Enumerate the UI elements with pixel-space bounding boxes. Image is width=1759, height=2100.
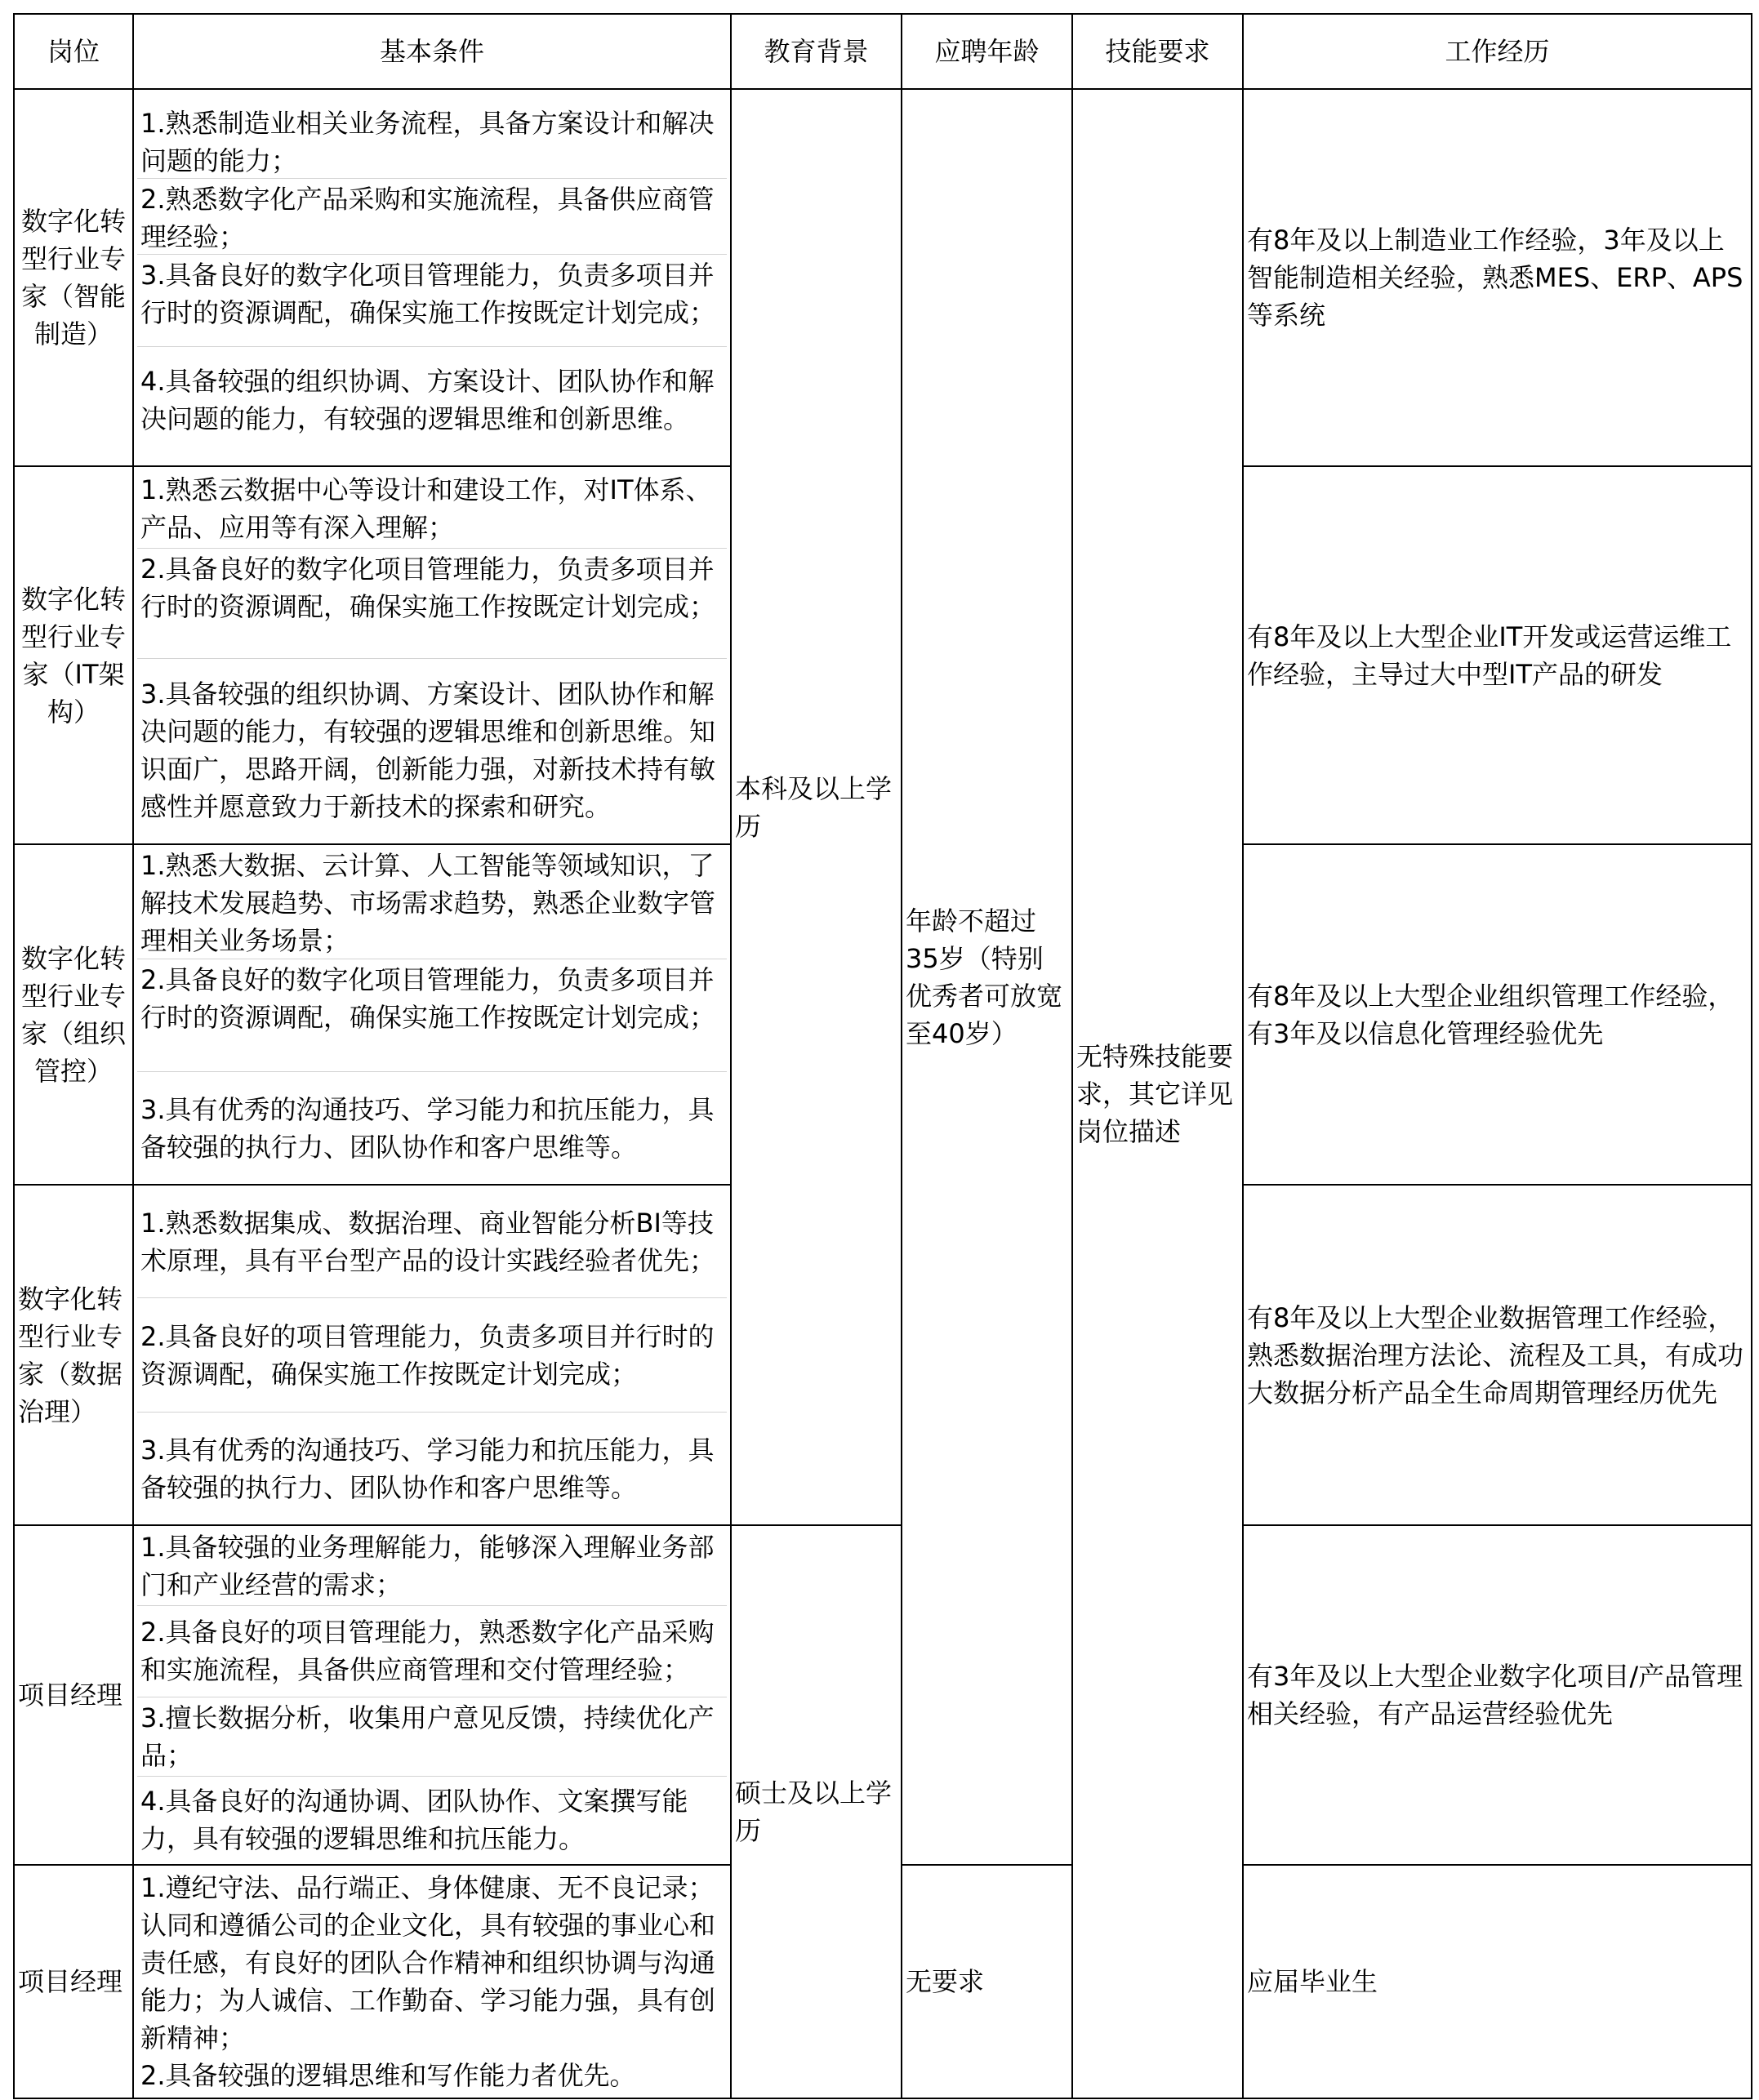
conditions-cell bbox=[133, 844, 731, 1185]
condition-item: 2.具备较强的逻辑思维和写作能力者优先。 bbox=[140, 2060, 636, 2091]
education-cell: 硕士及以上学历 bbox=[731, 1525, 902, 2098]
condition-item: 3.具备较强的组织协调、方案设计、团队协作和解决问题的能力，有较强的逻辑思维和创新思维。知识面广，思路开阔，创新能力强，对新技术持有敏感性并愿意致力于新技术的探索和研究。 bbox=[140, 678, 716, 822]
condition-item: 2.具备良好的数字化项目管理能力，负责多项目并行时的资源调配，确保实施工作按既定计划完成； bbox=[137, 959, 727, 1072]
recruitment-table bbox=[13, 13, 1752, 2099]
experience-cell: 有8年及以上大型企业组织管理工作经验，有3年及以信息化管理经验优先 bbox=[1243, 844, 1752, 1185]
condition-item: 3.擅长数据分析，收集用户意见反馈，持续优化产品； bbox=[137, 1697, 727, 1777]
experience-cell: 有8年及以上大型企业数据管理工作经验，熟悉数据治理方法论、流程及工具，有成功大数据分析产品全生命周期管理经历优先 bbox=[1243, 1185, 1752, 1525]
table-row bbox=[14, 89, 1752, 466]
post-cell: 数字化转型行业专家（智能制造） bbox=[14, 89, 133, 466]
condition-item: 2.熟悉数字化产品采购和实施流程，具备供应商管理经验； bbox=[137, 179, 727, 255]
condition-item: 1.熟悉制造业相关业务流程，具备方案设计和解决问题的能力； bbox=[137, 103, 727, 179]
condition-item: 3.具有优秀的沟通技巧、学习能力和抗压能力，具备较强的执行力、团队协作和客户思维等。 bbox=[140, 1434, 715, 1503]
condition-item: 2.具备良好的项目管理能力，负责多项目并行时的资源调配，确保实施工作按既定计划完成； bbox=[137, 1298, 727, 1413]
age-cell: 无要求 bbox=[902, 1865, 1072, 2098]
conditions-cell bbox=[133, 1525, 731, 1865]
condition-item: 1.遵纪守法、品行端正、身体健康、无不良记录；认同和遵循公司的企业文化，具有较强的事业心和责任感，有良好的团队合作精神和组织协调与沟通能力；为人诚信、工作勤奋、学习能力强，具有创新精神； bbox=[140, 1872, 716, 2053]
header-row bbox=[14, 14, 1752, 89]
condition-item: 1.熟悉数据集成、数据治理、商业智能分析BI等技术原理，具有平台型产品的设计实践经验者优先； bbox=[137, 1186, 727, 1298]
condition-item: 3.具有优秀的沟通技巧、学习能力和抗压能力，具备较强的执行力、团队协作和客户思维等。 bbox=[140, 1093, 715, 1163]
age-cell: 年龄不超过35岁（特别优秀者可放宽至40岁） bbox=[902, 89, 1072, 1865]
post-cell: 项目经理 bbox=[14, 1525, 133, 1865]
header-age: 应聘年龄 bbox=[902, 14, 1072, 89]
header-education: 教育背景 bbox=[731, 14, 902, 89]
condition-item: 1.具备较强的业务理解能力，能够深入理解业务部门和产业经营的需求； bbox=[137, 1527, 727, 1606]
conditions-cell bbox=[133, 1185, 731, 1525]
post-cell: 数字化转型行业专家（数据治理） bbox=[14, 1185, 133, 1525]
condition-item: 4.具备良好的沟通协调、团队协作、文案撰写能力，具有较强的逻辑思维和抗压能力。 bbox=[140, 1786, 688, 1854]
post-cell: 数字化转型行业专家（IT架构） bbox=[14, 466, 133, 844]
experience-cell: 有3年及以上大型企业数字化项目/产品管理相关经验，有产品运营经验优先 bbox=[1243, 1525, 1752, 1865]
conditions-cell bbox=[133, 466, 731, 844]
experience-cell: 应届毕业生 bbox=[1243, 1865, 1752, 2098]
header-post: 岗位 bbox=[14, 14, 133, 89]
header-conditions: 基本条件 bbox=[133, 14, 731, 89]
skills-cell: 无特殊技能要求，其它详见岗位描述 bbox=[1072, 89, 1243, 2098]
condition-item: 4.具备较强的组织协调、方案设计、团队协作和解决问题的能力，有较强的逻辑思维和创新思维。 bbox=[140, 365, 715, 434]
condition-item: 2.具备良好的项目管理能力，熟悉数字化产品采购和实施流程，具备供应商管理和交付管理经验； bbox=[137, 1606, 727, 1697]
header-skills: 技能要求 bbox=[1072, 14, 1243, 89]
condition-item: 1.熟悉大数据、云计算、人工智能等领域知识，了解技术发展趋势、市场需求趋势，熟悉企业数字管理相关业务场景； bbox=[137, 845, 727, 959]
education-cell: 本科及以上学历 bbox=[731, 89, 902, 1525]
conditions-cell bbox=[133, 1865, 731, 2098]
conditions-cell bbox=[133, 89, 731, 466]
table-row bbox=[14, 1525, 1752, 1865]
header-experience: 工作经历 bbox=[1243, 14, 1752, 89]
condition-item: 2.具备良好的数字化项目管理能力，负责多项目并行时的资源调配，确保实施工作按既定计划完成； bbox=[137, 549, 727, 659]
experience-cell: 有8年及以上制造业工作经验，3年及以上智能制造相关经验，熟悉MES、ERP、APS等系统 bbox=[1243, 89, 1752, 466]
experience-cell: 有8年及以上大型企业IT开发或运营运维工作经验，主导过大中型IT产品的研发 bbox=[1243, 466, 1752, 844]
post-cell: 数字化转型行业专家（组织管控） bbox=[14, 844, 133, 1185]
condition-item: 1.熟悉云数据中心等设计和建设工作，对IT体系、产品、应用等有深入理解； bbox=[137, 469, 727, 549]
condition-item: 3.具备良好的数字化项目管理能力，负责多项目并行时的资源调配，确保实施工作按既定计划完成； bbox=[137, 255, 727, 347]
post-cell: 项目经理 bbox=[14, 1865, 133, 2098]
